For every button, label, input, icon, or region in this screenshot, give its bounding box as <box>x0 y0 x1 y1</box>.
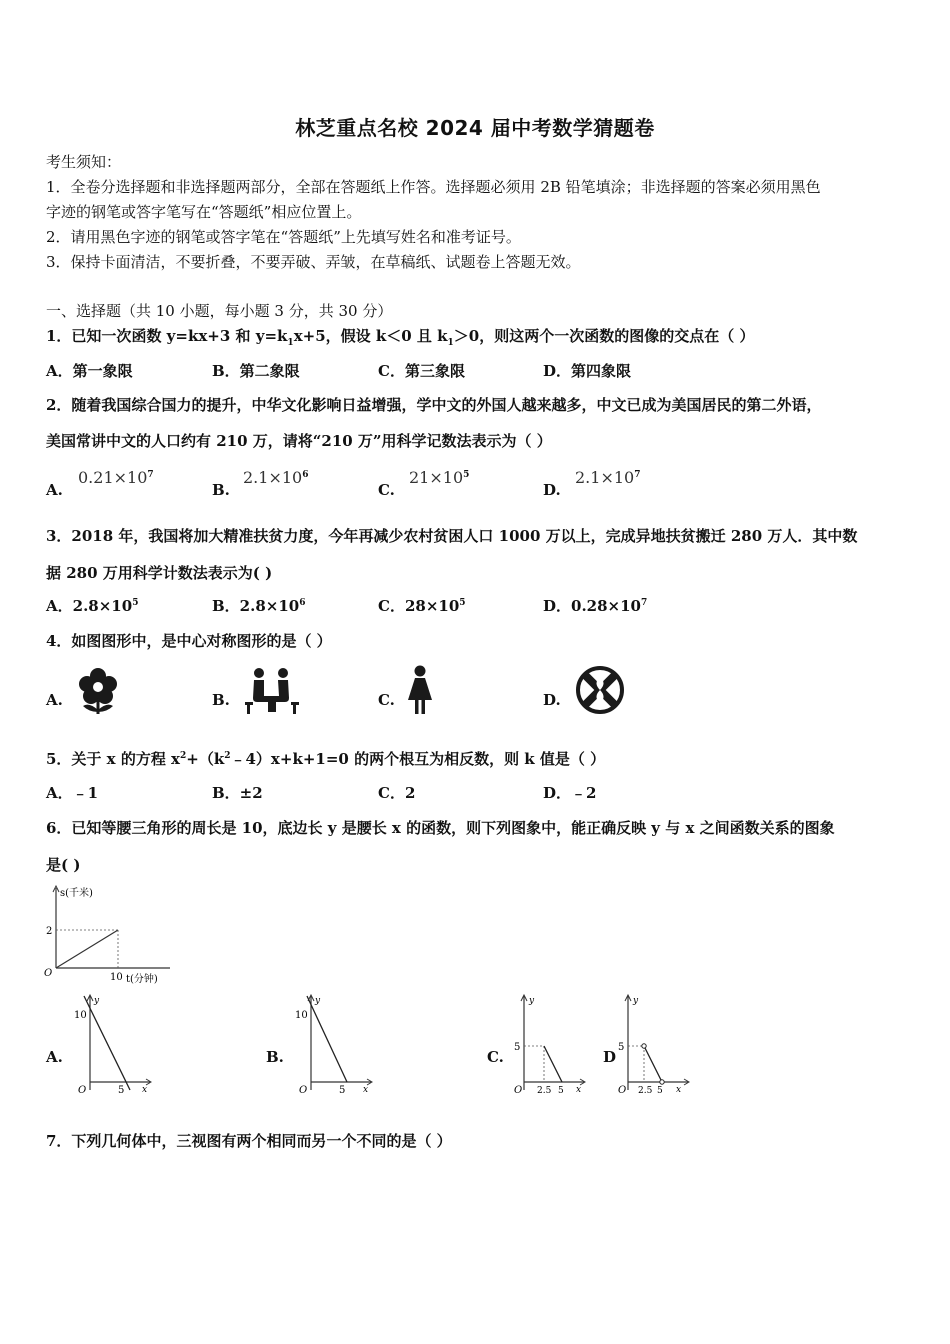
q5-stem-b: +（k <box>186 750 225 768</box>
q4-option-a-label: A. <box>46 691 63 709</box>
graph-d-open-point-end <box>660 1080 664 1084</box>
q2-c-exp: 5 <box>463 470 470 480</box>
ref-y-tick: 2 <box>46 926 53 937</box>
q1-option-b: B．第二象限 <box>212 362 300 380</box>
question-6-line-1: 6．已知等腰三角形的周长是 10，底边长 y 是腰长 x 的函数，则下列图象中，能正确反映 y 与 x 之间函数关系的图象 <box>46 819 835 837</box>
graph-d-x-tick-2: 5 <box>657 1086 663 1096</box>
ref-xlabel: t(分钟) <box>126 974 158 985</box>
woman-figure-icon <box>405 664 435 716</box>
reference-graph <box>40 884 175 986</box>
q3-c-exp: 5 <box>459 598 466 608</box>
graph-a <box>70 990 155 1098</box>
notice-item-1-line-2: 字迹的钢笔或答字笔写在“答题纸”相应位置上。 <box>46 203 362 221</box>
graph-d <box>612 990 692 1098</box>
notice-item-1-line-1: 1．全卷分选择题和非选择题两部分，全部在答题纸上作答。选择题必须用 2B 铅笔填涂；非选择题的答案必须用黑色 <box>46 178 821 196</box>
ref-line <box>56 930 118 968</box>
q4-option-c-label: C. <box>378 691 395 709</box>
q6-option-d-label: D <box>603 1048 617 1066</box>
q2-b-exp: 6 <box>302 470 309 480</box>
graph-a-y-tick: 10 <box>74 1010 87 1021</box>
question-1-stem <box>46 326 754 346</box>
q2-option-d-value <box>575 468 640 488</box>
graph-b-xlabel: x <box>363 1085 369 1095</box>
question-3-line-1: 3．2018 年，我国将加大精准扶贫力度，今年再减少农村贫困人口 1000 万以上，完成异地扶贫搬迁 280 万人．其中数 <box>46 527 858 545</box>
flower-figure-icon <box>75 666 121 716</box>
q5-option-d: D．﹣2 <box>543 784 597 802</box>
q2-d-mantissa: 2.1×10 <box>575 468 635 487</box>
graph-d-x-tick-1: 2.5 <box>638 1086 653 1096</box>
q2-d-exp: 7 <box>634 470 641 480</box>
graph-a-line <box>84 996 130 1090</box>
graph-d-xlabel: x <box>676 1085 682 1095</box>
q3-option-c <box>378 596 466 616</box>
graph-b-ylabel: y <box>315 996 321 1006</box>
q3-d-exp: 7 <box>640 598 648 608</box>
q5-option-c: C．2 <box>378 784 416 802</box>
q3-b-text: B．2.8×10 <box>212 597 300 615</box>
q3-c-text: C．28×10 <box>378 597 460 615</box>
q6-option-c-label: C. <box>487 1048 504 1066</box>
graph-c-x-tick-2: 5 <box>558 1086 564 1096</box>
seated-people-figure-icon <box>243 666 301 716</box>
graph-a-origin: O <box>78 1085 87 1096</box>
graph-c-y-tick: 5 <box>514 1042 521 1053</box>
notice-item-2: 2．请用黑色字迹的钢笔或答字笔在“答题纸”上先填写姓名和准考证号。 <box>46 228 521 246</box>
graph-d-open-point <box>642 1044 646 1048</box>
graph-d-y-tick: 5 <box>618 1042 625 1053</box>
q1-option-d: D．第四象限 <box>543 362 632 380</box>
q2-option-c-label: C. <box>378 481 395 499</box>
ref-origin: O <box>44 968 53 979</box>
q6-option-b-label: B. <box>266 1048 284 1066</box>
graph-c-line <box>544 1046 562 1082</box>
graph-a-x-tick: 5 <box>118 1085 125 1096</box>
question-3-line-2: 据 280 万用科学计数法表示为( ) <box>46 564 273 582</box>
q2-option-a-label: A. <box>46 481 63 499</box>
page-title: 林芝重点名校 2024 届中考数学猜题卷 <box>295 116 655 140</box>
q5-exp-2: 2 <box>224 751 231 761</box>
q4-option-d-label: D. <box>543 691 561 709</box>
q2-a-mantissa: 0.21×10 <box>78 468 148 487</box>
q1-stem-b: x+5，假设 k＜0 且 k <box>293 327 448 345</box>
notice-heading: 考生须知： <box>46 153 122 171</box>
circle-cross-figure-icon <box>575 665 625 715</box>
q2-option-b-value <box>243 468 308 488</box>
q2-option-c-value <box>409 468 469 488</box>
q2-option-a-value <box>78 468 154 488</box>
q1-sub-1: 1 <box>287 338 294 348</box>
ref-x-tick: 10 <box>110 972 123 983</box>
q1-stem-a: 1．已知一次函数 y=kx+3 和 y=k <box>46 327 288 345</box>
q5-exp-1: 2 <box>180 751 187 761</box>
q3-d-text: D．0.28×10 <box>543 597 641 615</box>
ref-ylabel: s(千米) <box>60 888 93 899</box>
q3-option-d <box>543 596 647 616</box>
graph-b-x-tick: 5 <box>339 1085 346 1096</box>
graph-c <box>508 990 588 1098</box>
q2-b-mantissa: 2.1×10 <box>243 468 303 487</box>
graph-c-xlabel: x <box>576 1085 582 1095</box>
q1-option-c: C．第三象限 <box>378 362 465 380</box>
q3-a-text: A．2.8×10 <box>46 597 133 615</box>
q1-sub-2: 1 <box>447 338 454 348</box>
q2-option-b-label: B. <box>212 481 230 499</box>
q1-stem-c: ＞0，则这两个一次函数的图像的交点在（ ） <box>453 327 755 345</box>
q2-a-exp: 7 <box>147 470 154 480</box>
notice-item-3: 3．保持卡面清洁，不要折叠，不要弄破、弄皱，在草稿纸、试题卷上答题无效。 <box>46 253 581 271</box>
q2-c-mantissa: 21×10 <box>409 468 464 487</box>
q2-option-d-label: D. <box>543 481 561 499</box>
q3-b-exp: 6 <box>299 598 306 608</box>
q5-option-a: A．﹣1 <box>46 784 99 802</box>
question-2-line-2: 美国常讲中文的人口约有 210 万，请将“210 万”用科学记数法表示为（ ） <box>46 432 552 450</box>
q3-option-a <box>46 596 138 616</box>
q3-a-exp: 5 <box>132 598 139 608</box>
question-7-stem: 7．下列几何体中，三视图有两个相同而另一个不同的是（ ） <box>46 1132 452 1150</box>
graph-b-y-tick: 10 <box>295 1010 308 1021</box>
question-6-line-2: 是( ) <box>46 856 81 874</box>
graph-d-origin: O <box>618 1085 627 1096</box>
q5-option-b: B．±2 <box>212 784 263 802</box>
graph-c-ylabel: y <box>529 996 535 1006</box>
q4-option-b-label: B. <box>212 691 230 709</box>
q5-stem-a: 5．关于 x 的方程 x <box>46 750 180 768</box>
question-2-line-1: 2．随着我国综合国力的提升，中华文化影响日益增强，学中文的外国人越来越多，中文已成为美国居民的第二外语， <box>46 396 822 414</box>
graph-c-x-tick-1: 2.5 <box>537 1086 552 1096</box>
q3-option-b <box>212 596 305 616</box>
graph-d-ylabel: y <box>633 996 639 1006</box>
q5-stem-c: ﹣4）x+k+1=0 的两个根互为相反数，则 k 值是（ ） <box>230 750 606 768</box>
q6-option-a-label: A. <box>46 1048 63 1066</box>
graph-a-ylabel: y <box>94 996 100 1006</box>
graph-d-line <box>644 1046 662 1082</box>
graph-c-origin: O <box>514 1085 523 1096</box>
section-heading: 一、选择题（共 10 小题，每小题 3 分，共 30 分） <box>46 302 393 320</box>
question-4-stem: 4．如图图形中，是中心对称图形的是（ ） <box>46 632 332 650</box>
graph-b <box>291 990 376 1098</box>
q1-option-a: A．第一象限 <box>46 362 133 380</box>
graph-b-line <box>307 996 347 1082</box>
question-5-stem <box>46 749 605 769</box>
graph-b-origin: O <box>299 1085 308 1096</box>
graph-a-xlabel: x <box>142 1085 148 1095</box>
